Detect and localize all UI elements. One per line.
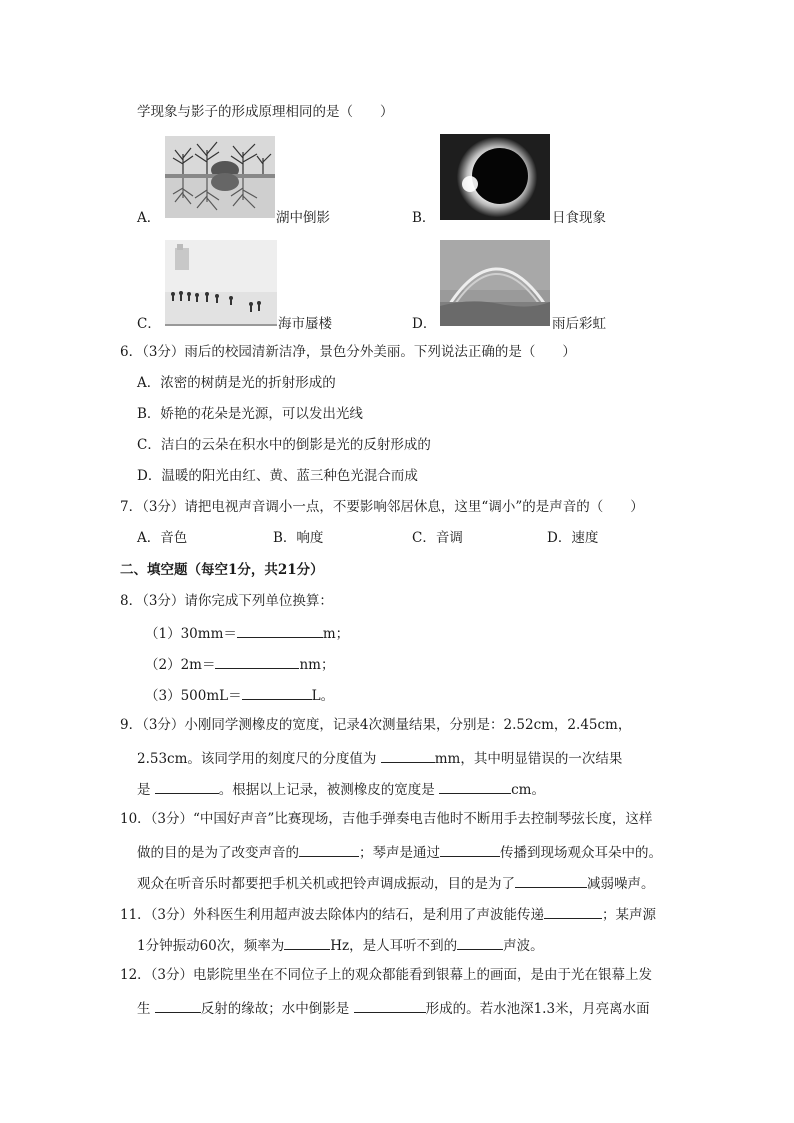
q7-option-a: A．音色 [137, 530, 188, 546]
q6-option-c: C．洁白的云朵在积水中的倒影是光的反射形成的 [137, 437, 431, 453]
q9-text: 。根据以上记录，被测橡皮的宽度是 [218, 782, 440, 798]
q7-option-d: D．速度 [547, 530, 599, 546]
q11-line-2 [137, 935, 544, 955]
q10-text: 减弱噪声。 [587, 876, 655, 892]
q10-text: 观众在听音乐时都要把手机关机或把铃声调成振动，目的是为了 [137, 876, 515, 892]
q10-line-3 [137, 873, 655, 893]
mirage-image [165, 240, 277, 326]
solar-eclipse-image [440, 134, 550, 220]
answer-blank[interactable] [440, 842, 500, 857]
answer-blank[interactable] [381, 748, 435, 763]
answer-blank[interactable] [354, 998, 426, 1013]
answer-blank[interactable] [242, 685, 312, 700]
answer-blank[interactable] [515, 873, 587, 888]
q12-line-1: 12．（3分）电影院里坐在不同位子上的观众都能看到银幕上的画面，是由于光在银幕上发 [120, 967, 653, 983]
q5-option-a-caption: 湖中倒影 [276, 210, 330, 226]
q9-text: cm。 [511, 782, 545, 798]
q5-option-a-letter: A． [137, 210, 161, 226]
q6-option-b: B．娇艳的花朵是光源，可以发出光线 [137, 406, 363, 422]
q6-option-a: A．浓密的树荫是光的折射形成的 [137, 375, 336, 391]
q9-text: 2.53cm。该同学用的刻度尺的分度值为 [137, 751, 381, 767]
q8-item-3-prefix: （3）500mL＝ [145, 688, 242, 704]
answer-blank[interactable] [299, 842, 359, 857]
q11-text: ；某声源 [602, 907, 657, 923]
q10-line-2 [137, 842, 662, 862]
q8-item-1 [145, 623, 349, 643]
q6-stem: 6．（3分）雨后的校园清新洁净，景色分外美丽。下列说法正确的是（ ） [120, 344, 576, 360]
q12-text: 反射的缘故；水中倒影是 [200, 1001, 354, 1017]
q9-text: 是 [137, 782, 155, 798]
q5-stem: 学现象与影子的形成原理相同的是（ ） [137, 104, 394, 120]
q8-stem: 8．（3分）请你完成下列单位换算： [120, 593, 333, 609]
q9-line-3 [137, 779, 545, 799]
q8-item-1-prefix: （1）30mm＝ [145, 626, 237, 642]
q12-line-2 [137, 998, 650, 1018]
q9-text: mm，其中明显错误的一次结果 [434, 751, 623, 767]
q9-line-1: 9．（3分）小刚同学测橡皮的宽度，记录4次测量结果，分别是：2.52cm，2.45cm， [120, 717, 632, 733]
q10-text: 做的目的是为了改变声音的 [137, 845, 299, 861]
q8-item-2-prefix: （2）2m＝ [145, 657, 216, 673]
answer-blank[interactable] [284, 935, 330, 950]
q7-option-c: C．音调 [412, 530, 463, 546]
rainbow-image [440, 240, 550, 326]
answer-blank[interactable] [457, 935, 503, 950]
q11-text: 11．（3分）外科医生利用超声波去除体内的结石，是利用了声波能传递 [120, 907, 545, 923]
q5-option-b-caption: 日食现象 [552, 210, 606, 226]
answer-blank[interactable] [237, 623, 323, 638]
answer-blank[interactable] [155, 998, 201, 1013]
answer-blank[interactable] [215, 654, 299, 669]
q11-text: Hz，是人耳听不到的 [330, 938, 458, 954]
q8-item-1-suffix: m； [322, 626, 350, 642]
q5-option-c-letter: C． [137, 316, 161, 332]
answer-blank[interactable] [544, 904, 602, 919]
lake-reflection-image [165, 136, 275, 218]
answer-blank[interactable] [439, 779, 511, 794]
q9-line-2 [137, 748, 622, 768]
q8-item-3-suffix: L。 [311, 688, 335, 704]
q5-option-b-letter: B． [412, 210, 436, 226]
q8-item-2 [145, 654, 334, 674]
q10-line-1: 10．（3分）“中国好声音”比赛现场，吉他手弹奏电吉他时不断用手去控制琴弦长度，这样 [120, 811, 653, 827]
q11-text: 1分钟振动60次，频率为 [137, 938, 285, 954]
answer-blank[interactable] [155, 779, 219, 794]
q12-text: 生 [137, 1001, 155, 1017]
q5-option-d-caption: 雨后彩虹 [552, 316, 606, 332]
q8-item-2-suffix: nm； [299, 657, 335, 673]
q10-text: 传播到现场观众耳朵中的。 [500, 845, 662, 861]
q7-stem: 7．（3分）请把电视声音调小一点，不要影响邻居休息，这里“调小”的是声音的（ ） [120, 499, 644, 515]
q11-text: 声波。 [503, 938, 544, 954]
q5-option-c-caption: 海市蜃楼 [278, 316, 332, 332]
q12-text: 形成的。若水池深1.3米，月亮离水面 [425, 1001, 650, 1017]
section-heading: 二、填空题（每空1分，共21分） [120, 562, 324, 578]
q11-line-1 [120, 904, 656, 924]
q7-option-b: B．响度 [273, 530, 324, 546]
q10-text: ；琴声是通过 [359, 845, 440, 861]
q5-option-d-letter: D． [412, 316, 437, 332]
q8-item-3 [145, 685, 334, 705]
q6-option-d: D．温暖的阳光由红、黄、蓝三种色光混合而成 [137, 468, 418, 484]
